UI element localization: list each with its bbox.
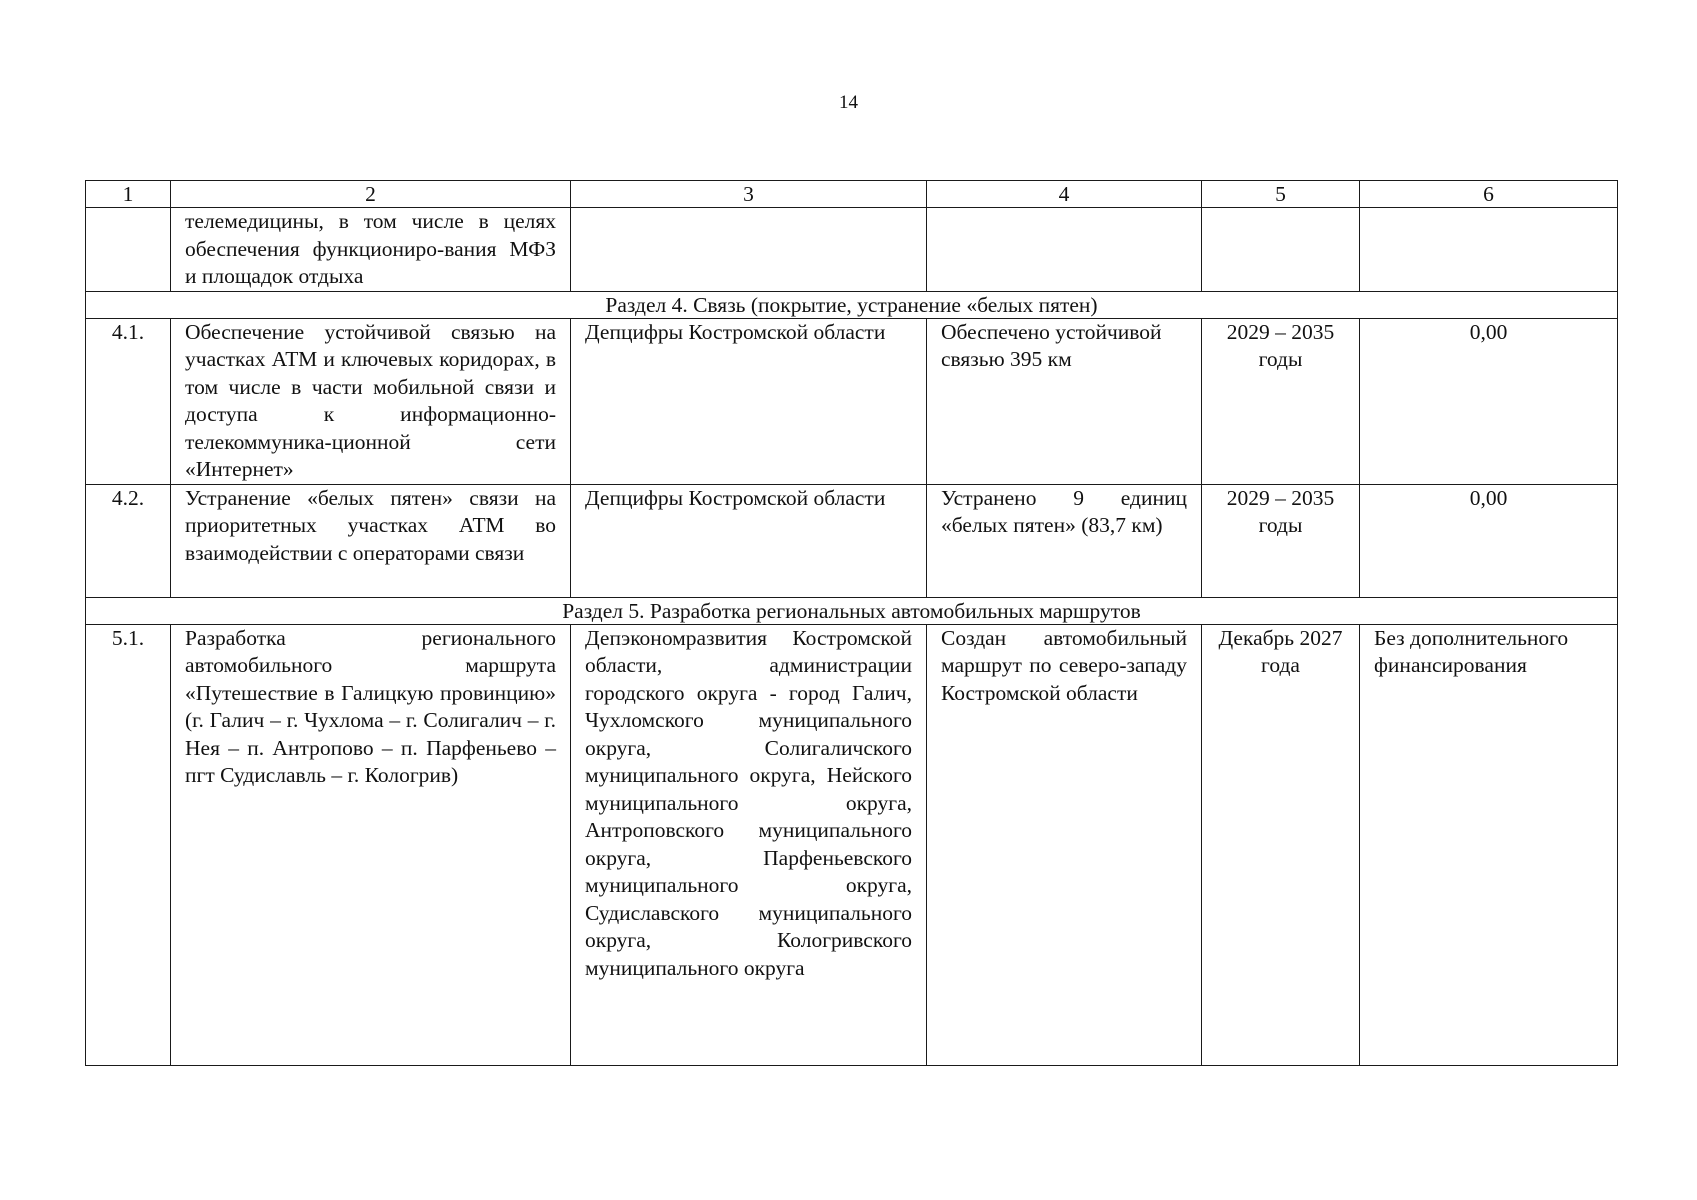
- cell-responsible: Депэкономразвития Костромской области, администрации городского округа - город Галич, Чухломского муниципального округа, Солигаличского муниципального округа, Нейского муниципального округа, Антроповского муниципального округа, Парфеньевского муниципального округа, Судиславского муниципального округа, Кологривского муниципального округа: [571, 624, 927, 1065]
- cell-num: 4.1.: [86, 318, 171, 484]
- cell-result: [927, 208, 1202, 292]
- column-header-2: 2: [171, 181, 571, 208]
- cell-activity: телемедицины, в том числе в целях обеспечения функциониро-вания МФЗ и площадок отдыха: [171, 208, 571, 292]
- cell-period: [1202, 208, 1360, 292]
- cell-responsible: Депцифры Костромской области: [571, 318, 927, 484]
- cell-period: Декабрь 2027 года: [1202, 624, 1360, 1065]
- cell-num: 4.2.: [86, 484, 171, 597]
- column-header-3: 3: [571, 181, 927, 208]
- cell-activity: Устранение «белых пятен» связи на приоритетных участках АТМ во взаимодействии с операторами связи: [171, 484, 571, 597]
- cell-activity: Разработка регионального автомобильного маршрута «Путешествие в Галицкую провинцию» (г. Галич – г. Чухлома – г. Солигалич – г. Нея – п. Антропово – п. Парфеньево – пгт Судиславль – г. Кологрив): [171, 624, 571, 1065]
- cell-period: 2029 – 2035 годы: [1202, 318, 1360, 484]
- column-header-1: 1: [86, 181, 171, 208]
- section-4-row: [86, 291, 1618, 318]
- table-header-row: [86, 181, 1618, 208]
- section-5-row: [86, 597, 1618, 624]
- cell-result: Создан автомобильный маршрут по северо-западу Костромской области: [927, 624, 1202, 1065]
- cell-funding: 0,00: [1360, 318, 1618, 484]
- cell-funding: [1360, 208, 1618, 292]
- cell-activity: Обеспечение устойчивой связью на участках АТМ и ключевых коридорах, в том числе в части мобильной связи и доступа к информационно-телекоммуника-ционной сети «Интернет»: [171, 318, 571, 484]
- cell-num: [86, 208, 171, 292]
- table-row-5-1: [86, 624, 1618, 1065]
- section-5-title: Раздел 5. Разработка региональных автомобильных маршрутов: [86, 597, 1618, 624]
- cell-result: Обеспечено устойчивой связью 395 км: [927, 318, 1202, 484]
- table-row-continuation: [86, 208, 1618, 292]
- section-4-title: Раздел 4. Связь (покрытие, устранение «белых пятен): [86, 291, 1618, 318]
- page-number: 14: [839, 92, 858, 113]
- measures-table: [85, 180, 1618, 1066]
- table-row-4-2: [86, 484, 1618, 597]
- cell-num: 5.1.: [86, 624, 171, 1065]
- cell-funding: Без дополнительного финансирования: [1360, 624, 1618, 1065]
- column-header-5: 5: [1202, 181, 1360, 208]
- cell-responsible: Депцифры Костромской области: [571, 484, 927, 597]
- cell-funding: 0,00: [1360, 484, 1618, 597]
- cell-result: Устранено 9 единиц «белых пятен» (83,7 км): [927, 484, 1202, 597]
- cell-responsible: [571, 208, 927, 292]
- cell-period: 2029 – 2035 годы: [1202, 484, 1360, 597]
- column-header-6: 6: [1360, 181, 1618, 208]
- table-row-4-1: [86, 318, 1618, 484]
- column-header-4: 4: [927, 181, 1202, 208]
